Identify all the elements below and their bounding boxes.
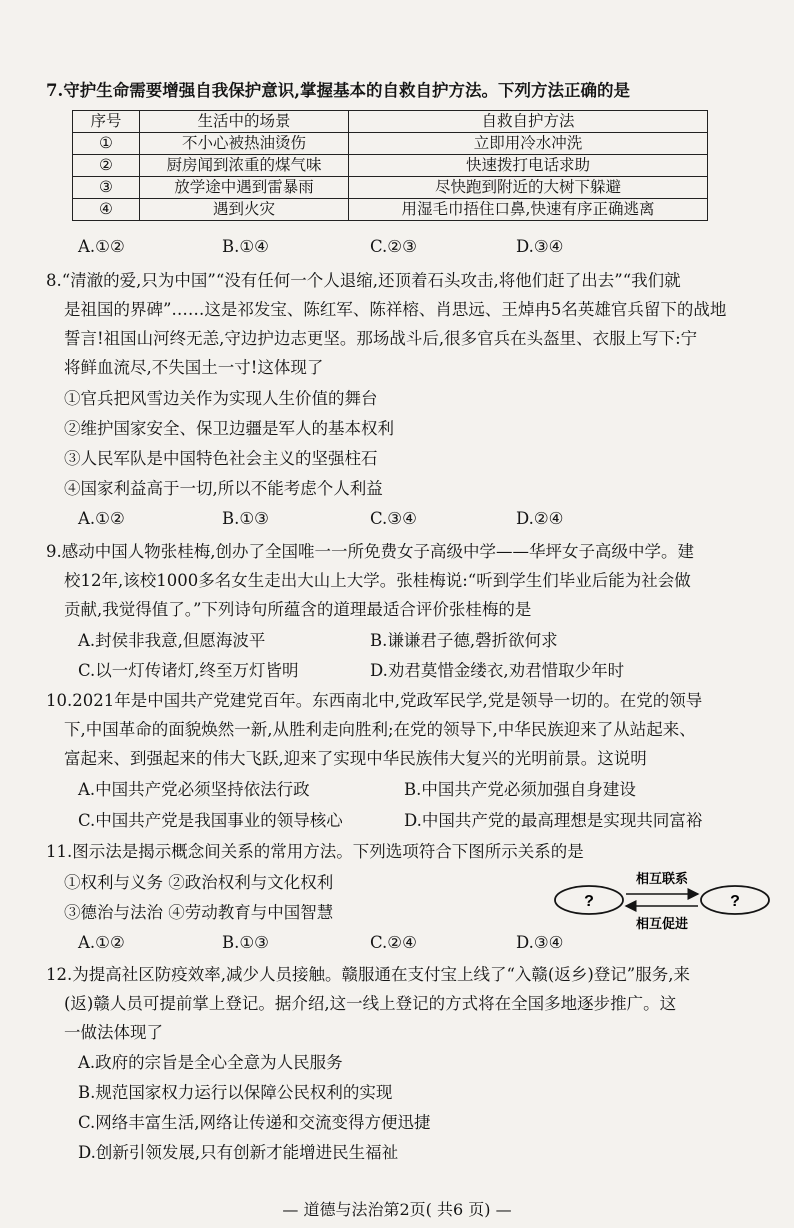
table-cell: 快速拨打电话求助 — [349, 155, 708, 177]
table-cell: 尽快跑到附近的大树下躲避 — [349, 177, 708, 199]
q8-option-d[interactable]: D.②④ — [516, 509, 564, 528]
table-cell: 遇到火灾 — [140, 199, 349, 221]
q10-option-c[interactable]: C.中国共产党是我国事业的领导核心 — [78, 811, 343, 830]
q9-stem-line: 贡献,我觉得值了。”下列诗句所蕴含的道理最适合评价张桂梅的是 — [64, 600, 532, 619]
q9-stem-line: 校12年,该校1000多名女生走出大山上大学。张桂梅说:“听到学生们毕业后能为社会做 — [64, 571, 691, 590]
table-cell: 放学途中遇到雷暴雨 — [140, 177, 349, 199]
q10-stem-line: 下,中国革命的面貌焕然一新,从胜利走向胜利;在党的领导下,中华民族迎来了从站起来、 — [64, 720, 696, 739]
q11-option-c[interactable]: C.②④ — [370, 933, 417, 952]
table-row — [73, 133, 708, 155]
q12-stem-line: 一做法体现了 — [64, 1023, 163, 1042]
q8-stem-line: 8.“清澈的爱,只为中国”“没有任何一个人退缩,还顶着石头攻击,将他们赶了出去”“我们就 — [46, 271, 681, 290]
q10-option-d[interactable]: D.中国共产党的最高理想是实现共同富裕 — [404, 811, 703, 830]
q8-option-b[interactable]: B.①③ — [222, 509, 269, 528]
table-cell: ④ — [73, 199, 140, 221]
table-header: 自救自护方法 — [349, 111, 708, 133]
q8-statement: ②维护国家安全、保卫边疆是军人的基本权利 — [64, 419, 394, 438]
diagram-top-label: 相互联系 — [635, 872, 689, 887]
q11-option-a[interactable]: A.①② — [78, 933, 125, 952]
q12-option-c[interactable]: C.网络丰富生活,网络让传递和交流变得方便迅捷 — [78, 1113, 431, 1132]
q8-statement: ③人民军队是中国特色社会主义的坚强柱石 — [64, 449, 378, 468]
table-cell: 用湿毛巾捂住口鼻,快速有序正确逃离 — [349, 199, 708, 221]
q12-option-b[interactable]: B.规范国家权力运行以保障公民权利的实现 — [78, 1083, 393, 1102]
table-row — [73, 155, 708, 177]
q10-option-a[interactable]: A.中国共产党必须坚持依法行政 — [78, 780, 310, 799]
q8-statement: ①官兵把风雪边关作为实现人生价值的舞台 — [64, 389, 378, 408]
q8-option-c[interactable]: C.③④ — [370, 509, 417, 528]
q12-option-a[interactable]: A.政府的宗旨是全心全意为人民服务 — [78, 1053, 343, 1072]
q12-stem-line: (返)赣人员可提前掌上登记。据介绍,这一线上登记的方式将在全国多地逐步推广。这 — [64, 994, 677, 1013]
relationship-diagram — [550, 868, 774, 936]
diagram-right-label: ? — [730, 893, 740, 910]
diagram-left-label: ? — [584, 893, 594, 910]
table-header: 生活中的场景 — [140, 111, 349, 133]
q9-option-b[interactable]: B.谦谦君子德,磬折欲何求 — [370, 631, 558, 650]
table-cell: 立即用冷水冲洗 — [349, 133, 708, 155]
table-cell: ② — [73, 155, 140, 177]
table-row — [73, 199, 708, 221]
q7-option-b[interactable]: B.①④ — [222, 237, 269, 256]
q9-option-c[interactable]: C.以一灯传诸灯,终至万灯皆明 — [78, 661, 299, 680]
q11-option-d[interactable]: D.③④ — [516, 933, 564, 952]
q7-option-a[interactable]: A.①② — [78, 237, 125, 256]
table-cell: ③ — [73, 177, 140, 199]
table-header: 序号 — [73, 111, 140, 133]
q9-stem-line: 9.感动中国人物张桂梅,创办了全国唯一一所免费女子高级中学——华坪女子高级中学。建 — [46, 542, 694, 561]
table-cell: 不小心被热油烫伤 — [140, 133, 349, 155]
q12-option-d[interactable]: D.创新引领发展,只有创新才能增进民生福祉 — [78, 1143, 399, 1162]
q11-option-b[interactable]: B.①③ — [222, 933, 269, 952]
q7-table — [72, 110, 708, 221]
table-cell: 厨房闻到浓重的煤气味 — [140, 155, 349, 177]
page-footer: — 道德与法治第2页( 共6 页) — — [282, 1200, 512, 1219]
q8-option-a[interactable]: A.①② — [78, 509, 125, 528]
q10-stem-line: 富起来、到强起来的伟大飞跃,迎来了实现中华民族伟大复兴的光明前景。这说明 — [64, 749, 647, 768]
q8-stem-line: 是祖国的界碑”……这是祁发宝、陈红军、陈祥榕、肖思远、王焯冉5名英雄官兵留下的战地 — [64, 300, 727, 319]
q10-stem-line: 10.2021年是中国共产党建党百年。东西南北中,党政军民学,党是领导一切的。在党的领导 — [46, 691, 703, 710]
table-row — [73, 177, 708, 199]
q8-stem-line: 将鲜血流尽,不失国土一寸!这体现了 — [64, 358, 324, 377]
q11-statement: ①权利与义务 ②政治权利与文化权利 — [64, 873, 334, 892]
table-header-row — [73, 111, 708, 133]
diagram-bottom-label: 相互促进 — [635, 917, 689, 932]
q8-statement: ④国家利益高于一切,所以不能考虑个人利益 — [64, 479, 383, 498]
table-cell: ① — [73, 133, 140, 155]
q7-option-c[interactable]: C.②③ — [370, 237, 417, 256]
q9-option-a[interactable]: A.封侯非我意,但愿海波平 — [78, 631, 266, 650]
q7-stem: 7.守护生命需要增强自我保护意识,掌握基本的自救自护方法。下列方法正确的是 — [46, 81, 630, 100]
q12-stem-line: 12.为提高社区防疫效率,减少人员接触。赣服通在支付宝上线了“入赣(返乡)登记”服务,来 — [46, 965, 690, 984]
q11-statement: ③德治与法治 ④劳动教育与中国智慧 — [64, 903, 334, 922]
q8-stem-line: 誓言!祖国山河终无恙,守边护边志更坚。那场战斗后,很多官兵在头盔里、衣服上写下:宁 — [64, 329, 698, 348]
q7-option-d[interactable]: D.③④ — [516, 237, 564, 256]
q10-option-b[interactable]: B.中国共产党必须加强自身建设 — [404, 780, 636, 799]
q9-option-d[interactable]: D.劝君莫惜金缕衣,劝君惜取少年时 — [370, 661, 625, 680]
q11-stem: 11.图示法是揭示概念间关系的常用方法。下列选项符合下图所示关系的是 — [46, 842, 584, 861]
